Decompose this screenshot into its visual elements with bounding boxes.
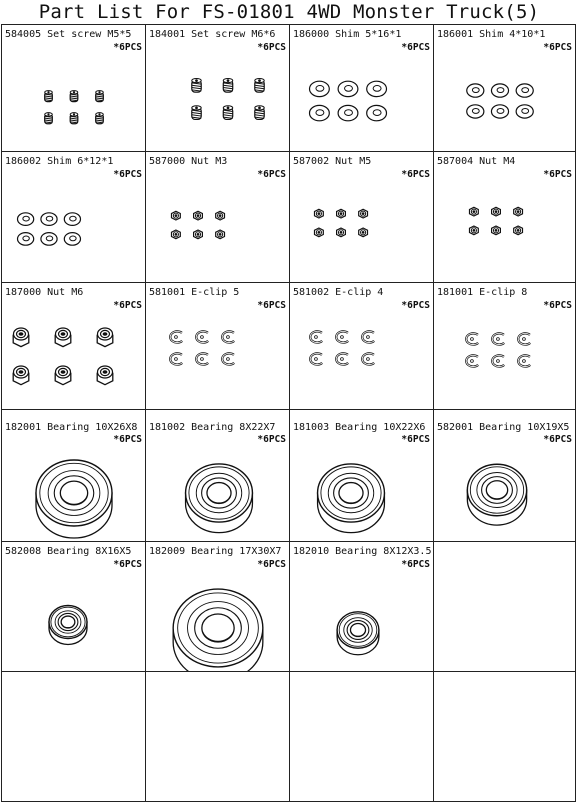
part-label: 186001 Shim 4*10*1: [437, 29, 546, 40]
part-cell-587004: [434, 152, 576, 283]
part-label: 184001 Set screw M6*6: [149, 29, 276, 40]
bearing-icon: [146, 410, 290, 542]
empty-cell: [434, 542, 576, 672]
part-cell-587000: [146, 152, 290, 283]
part-cell-582001: [434, 410, 576, 542]
part-cell-182009: [146, 542, 290, 672]
part-qty: *6PCS: [401, 300, 430, 311]
part-label: 181002 Bearing 8X22X7: [149, 422, 276, 433]
part-label: 186002 Shim 6*12*1: [5, 156, 114, 167]
part-label: 584005 Set screw M5*5: [5, 29, 132, 40]
part-label: 181003 Bearing 10X22X6: [293, 422, 426, 433]
part-qty: *6PCS: [257, 300, 286, 311]
part-label: 587004 Nut M4: [437, 156, 516, 167]
part-label: 582001 Bearing 10X19X5: [437, 422, 570, 433]
part-label: 186000 Shim 5*16*1: [293, 29, 402, 40]
part-cell-182010: [290, 542, 434, 672]
part-label: 581002 E-clip 4: [293, 287, 384, 298]
part-cell-581002: [290, 283, 434, 410]
part-label: 587000 Nut M3: [149, 156, 228, 167]
e-clip-icon: [290, 283, 434, 410]
part-label: 581001 E-clip 5: [149, 287, 240, 298]
e-clip-icon: [434, 283, 576, 410]
part-cell-184001: [146, 25, 290, 152]
part-cell-187000: [2, 283, 146, 410]
part-cell-181002: [146, 410, 290, 542]
part-qty: *6PCS: [401, 42, 430, 53]
shim-icon: [2, 152, 146, 283]
part-qty: *6PCS: [113, 300, 142, 311]
part-qty: *6PCS: [257, 42, 286, 53]
part-qty: *6PCS: [401, 434, 430, 445]
part-cell-182001: [2, 410, 146, 542]
part-label: 182001 Bearing 10X26X8: [5, 422, 138, 433]
bearing-icon: [434, 410, 576, 542]
part-qty: *6PCS: [113, 169, 142, 180]
part-cell-581001: [146, 283, 290, 410]
part-cell-582008: [2, 542, 146, 672]
e-clip-icon: [146, 283, 290, 410]
part-label: 182009 Bearing 17X30X7: [149, 546, 282, 557]
part-label: 182010 Bearing 8X12X3.5: [293, 546, 432, 557]
part-label: 187000 Nut M6: [5, 287, 84, 298]
part-qty: *6PCS: [113, 559, 142, 570]
part-cell-186002: [2, 152, 146, 283]
part-qty: *6PCS: [543, 169, 572, 180]
bearing-icon: [146, 542, 290, 672]
part-cell-584005: [2, 25, 146, 152]
part-qty: *6PCS: [543, 434, 572, 445]
part-cell-186000: [290, 25, 434, 152]
nut-icon: [290, 152, 434, 283]
set-screw-icon: [2, 25, 146, 152]
part-qty: *6PCS: [257, 434, 286, 445]
part-qty: *6PCS: [543, 42, 572, 53]
part-qty: *6PCS: [113, 434, 142, 445]
part-qty: *6PCS: [257, 169, 286, 180]
bearing-icon: [290, 410, 434, 542]
shim-icon: [290, 25, 434, 152]
part-qty: *6PCS: [401, 169, 430, 180]
part-qty: *6PCS: [113, 42, 142, 53]
bearing-icon: [2, 410, 146, 542]
part-cell-186001: [434, 25, 576, 152]
part-label: 582008 Bearing 8X16X5: [5, 546, 132, 557]
part-cell-587002: [290, 152, 434, 283]
part-qty: *6PCS: [401, 559, 430, 570]
part-label: 587002 Nut M5: [293, 156, 372, 167]
empty-cell: [290, 672, 434, 802]
bearing-icon: [2, 542, 146, 672]
part-cell-181003: [290, 410, 434, 542]
empty-cell: [146, 672, 290, 802]
nut-icon: [146, 152, 290, 283]
shim-icon: [434, 25, 576, 152]
empty-cell: [434, 672, 576, 802]
lock-nut-icon: [2, 283, 146, 410]
nut-icon: [434, 152, 576, 283]
part-cell-181001: [434, 283, 576, 410]
page-title: Part List For FS-01801 4WD Monster Truck(5): [38, 1, 540, 23]
part-label: 181001 E-clip 8: [437, 287, 528, 298]
parts-grid: [1, 24, 576, 802]
part-qty: *6PCS: [543, 300, 572, 311]
empty-cell: [2, 672, 146, 802]
part-qty: *6PCS: [257, 559, 286, 570]
bearing-icon: [290, 542, 434, 672]
set-screw-icon: [146, 25, 290, 152]
